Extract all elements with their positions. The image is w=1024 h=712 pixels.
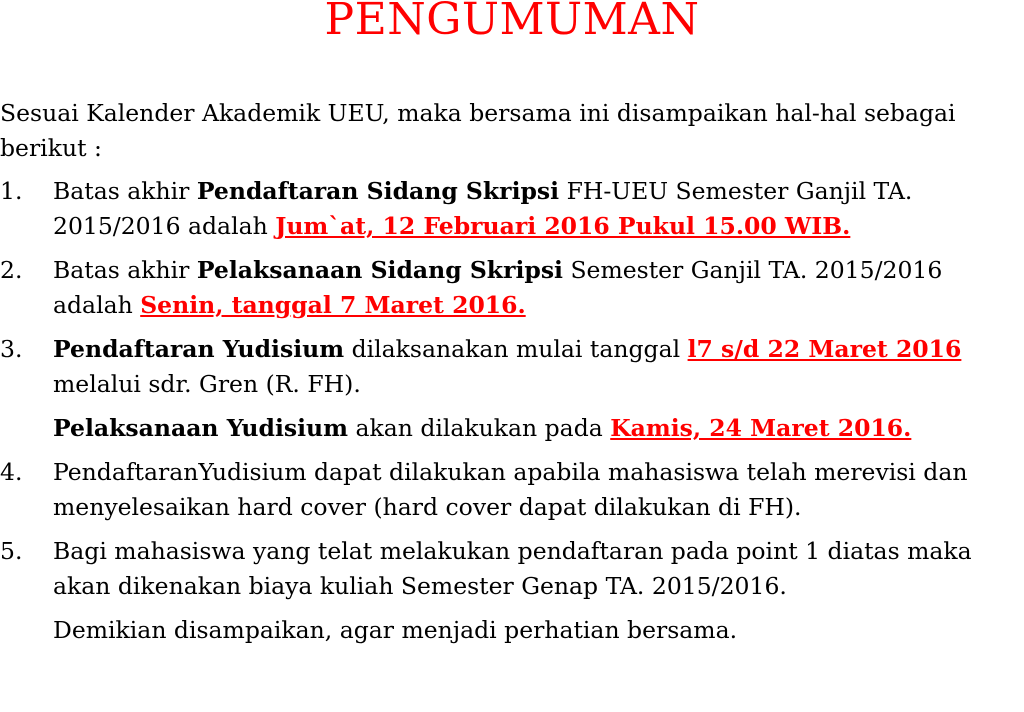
- yudisium-paragraph: [0, 411, 1024, 446]
- list-number: 4.: [0, 458, 23, 486]
- intro-paragraph: Sesuai Kalender Akademik UEU, maka bersama ini disampaikan hal-hal sebagai berikut :: [0, 99, 956, 162]
- highlight-date: Jum`at, 12 Februari 2016 Pukul 15.00 WIB.: [275, 212, 851, 240]
- highlight-date: l7 s/d 22 Maret 2016: [687, 335, 962, 363]
- item-bold-text: Pendaftaran Yudisium: [53, 335, 345, 363]
- announcement-list-continued: [0, 455, 1024, 604]
- list-number: 5.: [0, 537, 23, 565]
- item-text: melalui sdr. Gren (R. FH).: [53, 370, 361, 398]
- item-bold-text: Pelaksanaan Yudisium: [53, 414, 348, 442]
- list-item: [0, 332, 1024, 402]
- item-text: Bagi mahasiswa yang telat melakukan pendaftaran pada point 1 diatas maka akan dikenakan biaya kuliah Semester Genap TA. 2015/2016.: [53, 537, 972, 600]
- list-item: [0, 253, 1024, 323]
- item-bold-text: Pelaksanaan Sidang Skripsi: [196, 256, 563, 284]
- highlight-date: Senin, tanggal 7 Maret 2016.: [140, 291, 526, 319]
- list-number: 1.: [0, 177, 23, 205]
- item-text: Batas akhir: [53, 177, 197, 205]
- item-bold-text: Pendaftaran Sidang Skripsi: [196, 177, 560, 205]
- item-text: FH-UEU Semester Ganjil TA. 2015/2016 adalah: [53, 177, 913, 240]
- announcement-body: [0, 96, 1024, 648]
- list-item: [0, 455, 1024, 525]
- list-item: [0, 174, 1024, 244]
- item-text: akan dilakukan pada: [347, 414, 611, 442]
- list-item: [0, 534, 1024, 604]
- item-text: Batas akhir: [53, 256, 197, 284]
- item-text: Semester Ganjil TA. 2015/2016 adalah: [53, 256, 943, 319]
- list-number: 3.: [0, 335, 23, 363]
- item-text: dilaksanakan mulai tanggal: [344, 335, 688, 363]
- item-text: PendaftaranYudisium dapat dilakukan apabila mahasiswa telah merevisi dan menyelesaikan hard cover (hard cover dapat dilakukan di FH).: [53, 458, 968, 521]
- page-title: PENGUMUMAN: [324, 0, 700, 45]
- announcement-list: [0, 174, 1024, 402]
- list-number: 2.: [0, 256, 23, 284]
- closing-paragraph: Demikian disampaikan, agar menjadi perhatian bersama.: [53, 616, 738, 644]
- highlight-date: Kamis, 24 Maret 2016.: [610, 414, 912, 442]
